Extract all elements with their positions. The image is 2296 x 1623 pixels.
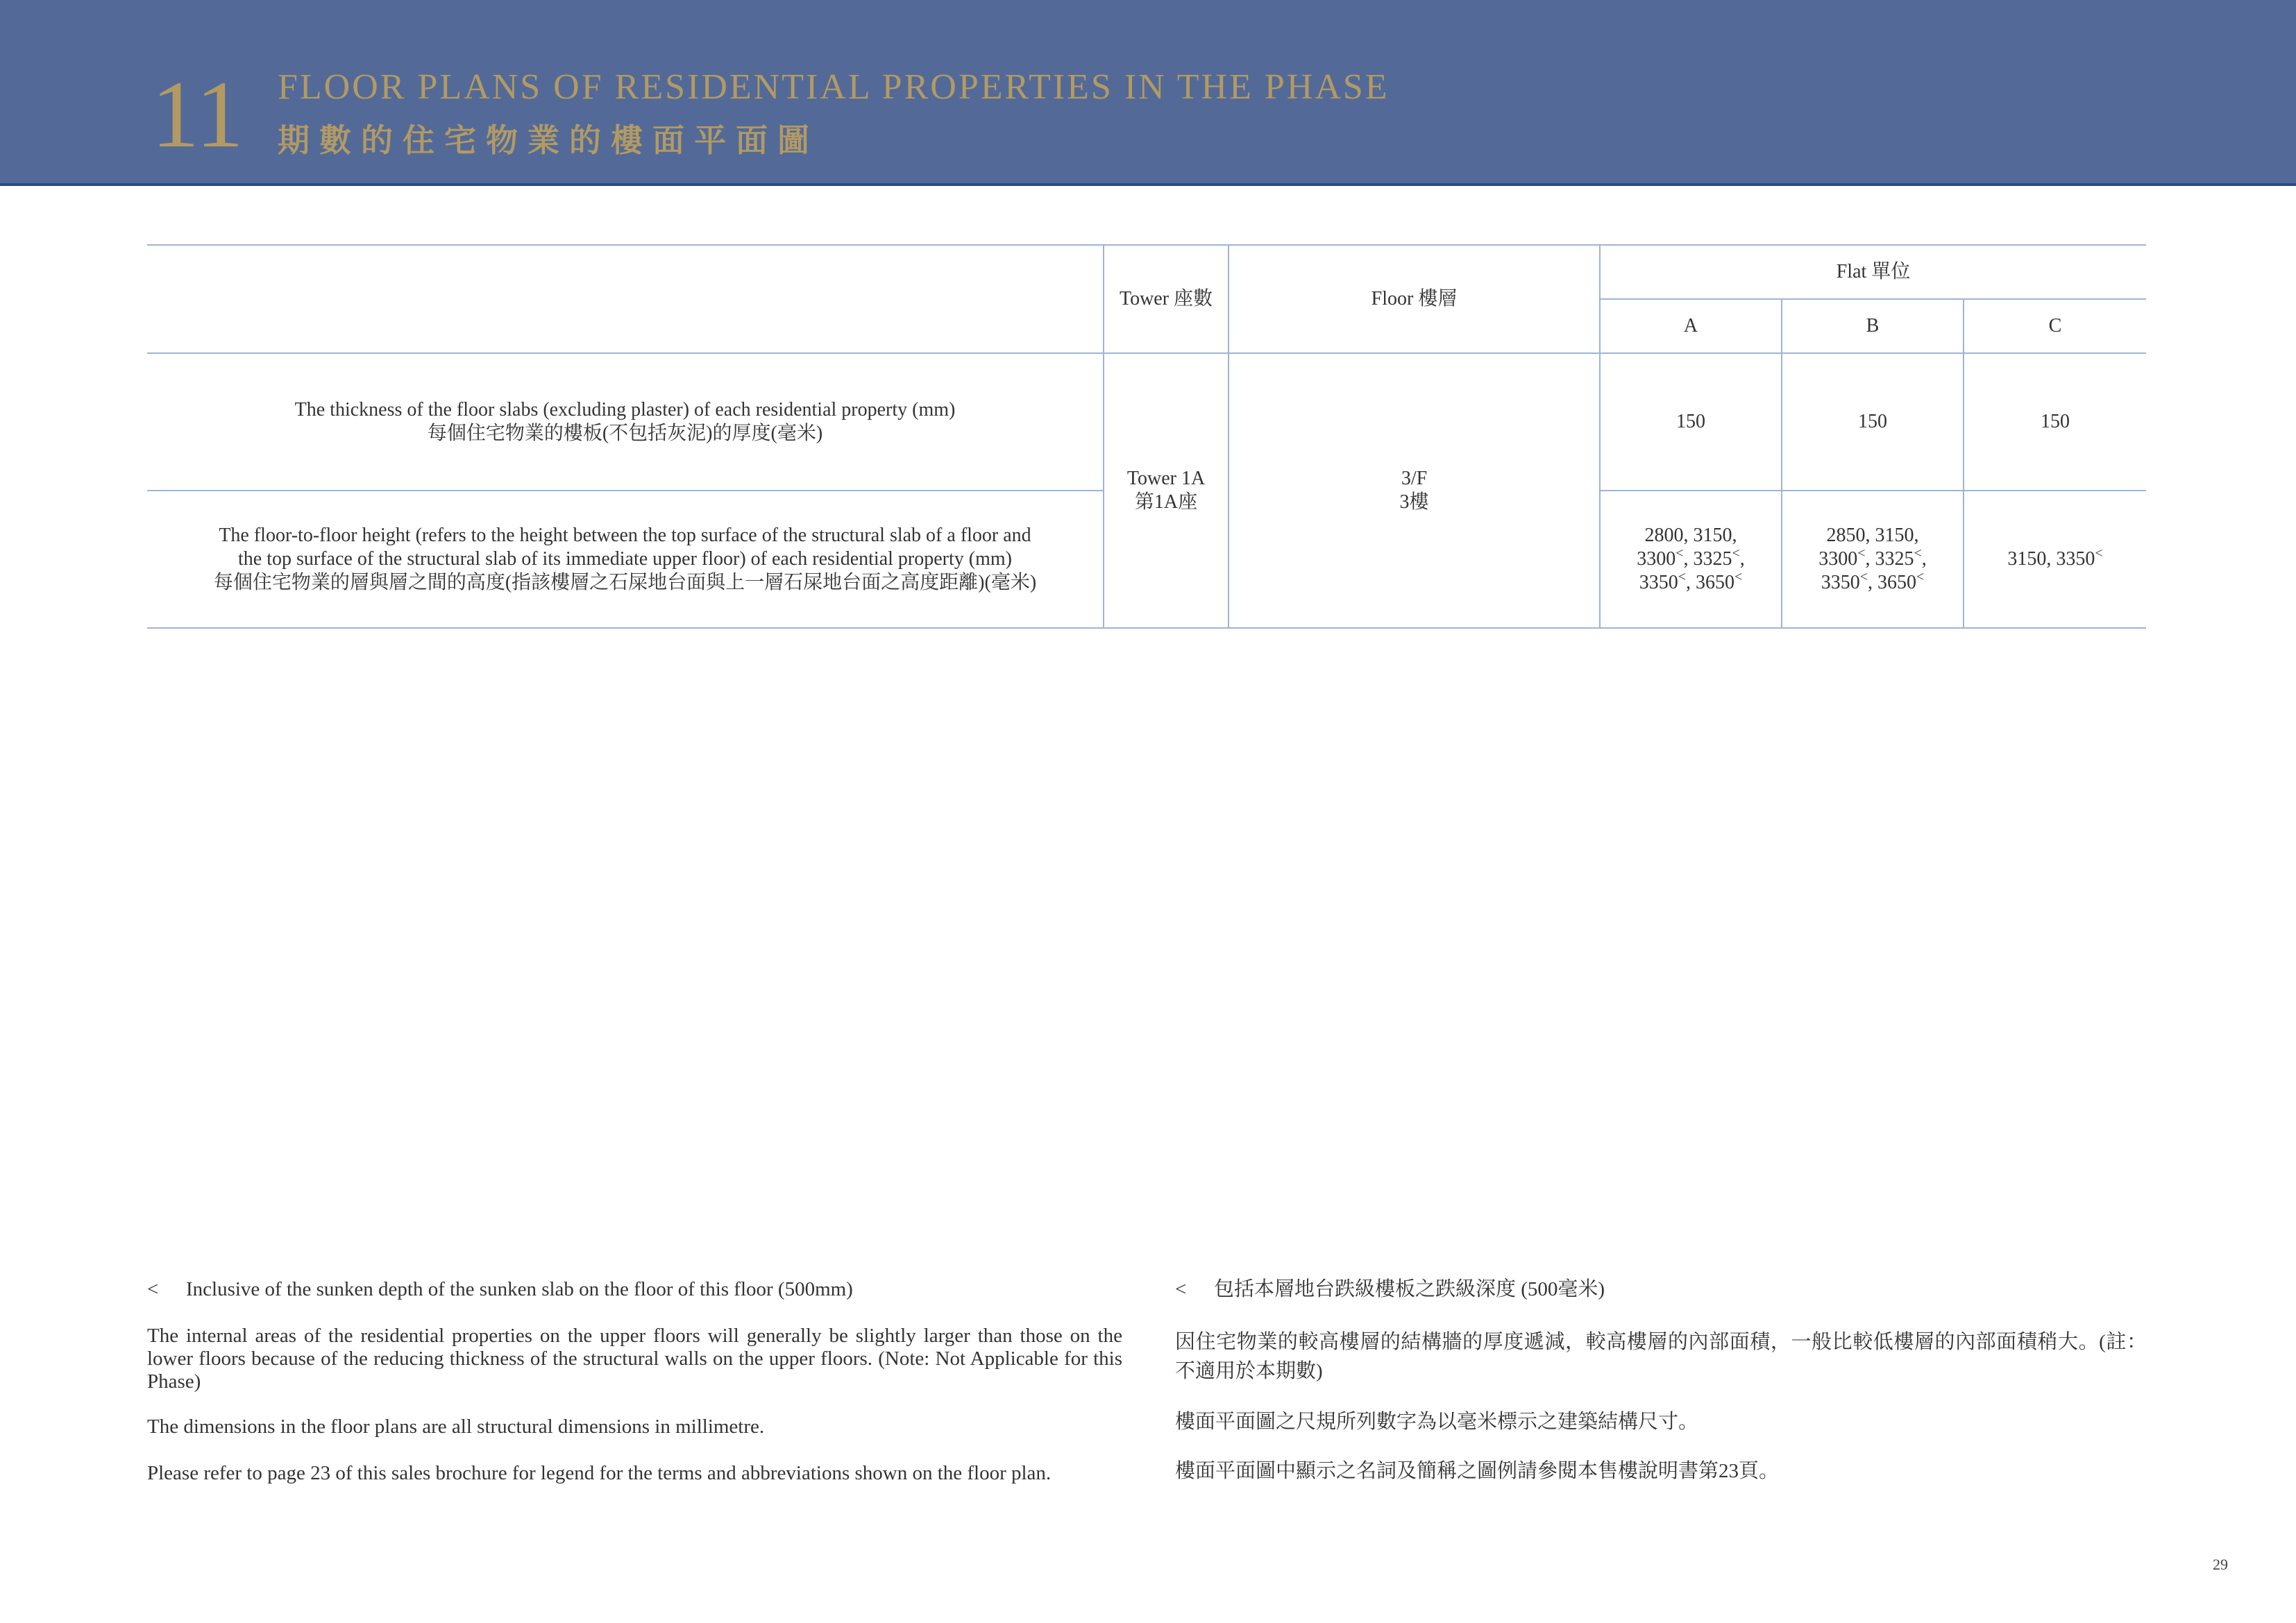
note-dimensions: The dimensions in the floor plans are all structural dimensions in millimetre. bbox=[147, 1416, 765, 1438]
table-header-row bbox=[147, 245, 2146, 299]
separator: , bbox=[1921, 548, 1927, 570]
floor-value-en: 3/F bbox=[1401, 468, 1428, 489]
value-line bbox=[1607, 571, 1774, 595]
value-line bbox=[1607, 547, 1774, 571]
value-line bbox=[1789, 547, 1956, 571]
value: , 3325 bbox=[1865, 548, 1914, 570]
header-flat-b: B bbox=[1782, 299, 1964, 353]
floor-height-a bbox=[1600, 491, 1782, 628]
row-label-zh: 每個住宅物業的層與層之間的高度(指該樓層之石屎地台面與上一層石屎地台面之高度距離)(毫米) bbox=[213, 572, 1037, 593]
header-flat-c: C bbox=[1964, 299, 2146, 353]
row-label-en: The thickness of the floor slabs (excluding plaster) of each residential property (mm) bbox=[294, 399, 956, 420]
header-blank-cell bbox=[147, 245, 1104, 353]
row-label-en-line2: the top surface of the structural slab of its immediate upper floor) of each residential property (mm) bbox=[238, 548, 1012, 570]
value: 3300 bbox=[1637, 548, 1676, 570]
floor-value-zh: 3樓 bbox=[1399, 491, 1429, 513]
header-tower: Tower 座數 bbox=[1104, 245, 1229, 353]
header-floor: Floor 樓層 bbox=[1229, 245, 1600, 353]
value-line: 2800, 3150, bbox=[1644, 525, 1737, 546]
floor-cell bbox=[1229, 353, 1600, 628]
note-legend: Please refer to page 23 of this sales brochure for legend for the terms and abbreviations shown on the floor plan. bbox=[147, 1462, 1052, 1484]
note-internal-areas: The internal areas of the residential properties on the upper floors will generally be slightly larger than those on the lower floors because of the reducing thickness of the structural walls on the upper floors. (Note: Not Applicable for this Phase) bbox=[147, 1325, 1122, 1393]
value: 3350 bbox=[1821, 572, 1860, 593]
value: , 3650 bbox=[1686, 572, 1734, 593]
tower-cell bbox=[1104, 353, 1229, 628]
value-line bbox=[1789, 571, 1956, 595]
sunken-mark: < bbox=[1732, 545, 1740, 561]
section-header bbox=[0, 0, 2296, 186]
notes-zh bbox=[1175, 1278, 2147, 1483]
sunken-mark: < bbox=[1916, 569, 1925, 585]
header-flat: Flat 單位 bbox=[1600, 245, 2146, 299]
tower-value-en: Tower 1A bbox=[1126, 468, 1206, 489]
slab-thickness-c: 150 bbox=[1964, 353, 2146, 491]
page-number: 29 bbox=[2213, 1556, 2228, 1573]
slab-thickness-a: 150 bbox=[1600, 353, 1782, 491]
row-label-zh: 每個住宅物業的樓板(不包括灰泥)的厚度(毫米) bbox=[427, 423, 823, 444]
separator: , bbox=[1739, 548, 1745, 570]
note-dimensions-zh: 樓面平面圖之尺規所列數字為以毫米標示之建築結構尺寸。 bbox=[1175, 1411, 1699, 1433]
value: , 3325 bbox=[1683, 548, 1732, 570]
value: 3350 bbox=[1639, 572, 1678, 593]
tower-value-zh: 第1A座 bbox=[1134, 491, 1198, 513]
row-label-floor-height bbox=[147, 491, 1104, 628]
floor-spec-table bbox=[147, 244, 2146, 629]
notes-en bbox=[147, 1278, 1122, 1485]
header-flat-a: A bbox=[1600, 299, 1782, 353]
value: , 3650 bbox=[1868, 572, 1916, 593]
sunken-mark: < bbox=[1675, 545, 1684, 561]
note-text: 包括本層地台跌級樓板之跌級深度 (500毫米) bbox=[1214, 1278, 1605, 1300]
value-line: 2850, 3150, bbox=[1826, 525, 1919, 546]
note-sunken-slab-zh bbox=[1175, 1278, 2147, 1301]
floor-height-c bbox=[1964, 491, 2146, 628]
sunken-mark: < bbox=[1678, 569, 1686, 585]
sunken-mark: < bbox=[1857, 545, 1866, 561]
floor-height-b bbox=[1782, 491, 1964, 628]
note-legend-zh: 樓面平面圖中顯示之名詞及簡稱之圖例請參閱本售樓說明書第23頁。 bbox=[1175, 1460, 1780, 1482]
sunken-mark: < bbox=[1914, 545, 1922, 561]
row-label-en-line1: The floor-to-floor height (refers to the height between the top surface of the structural slab of a floor and bbox=[219, 525, 1031, 546]
value: 3150, 3350 bbox=[2007, 548, 2095, 570]
sunken-mark: < bbox=[2095, 545, 2103, 561]
row-label-slab-thickness bbox=[147, 353, 1104, 491]
note-text: Inclusive of the sunken depth of the sunken slab on the floor of this floor (500mm) bbox=[186, 1278, 853, 1300]
table-row bbox=[147, 353, 2146, 491]
section-number: 11 bbox=[151, 61, 244, 167]
slab-thickness-b: 150 bbox=[1782, 353, 1964, 491]
note-sunken-slab bbox=[147, 1278, 1122, 1301]
section-title-en: FLOOR PLANS OF RESIDENTIAL PROPERTIES IN THE PHASE bbox=[278, 67, 1390, 107]
sunken-mark: < bbox=[1859, 569, 1868, 585]
sunken-mark: < bbox=[1734, 569, 1743, 585]
note-symbol: < bbox=[1175, 1278, 1187, 1300]
value: 3300 bbox=[1818, 548, 1858, 570]
note-internal-areas-zh: 因住宅物業的較高樓層的結構牆的厚度遞減，較高樓層的內部面積，一般比較低樓層的內部面積稍大。(註：不適用於本期數) bbox=[1175, 1331, 2147, 1382]
note-symbol: < bbox=[147, 1278, 159, 1300]
section-title-zh: 期數的住宅物業的樓面平面圖 bbox=[278, 123, 819, 158]
